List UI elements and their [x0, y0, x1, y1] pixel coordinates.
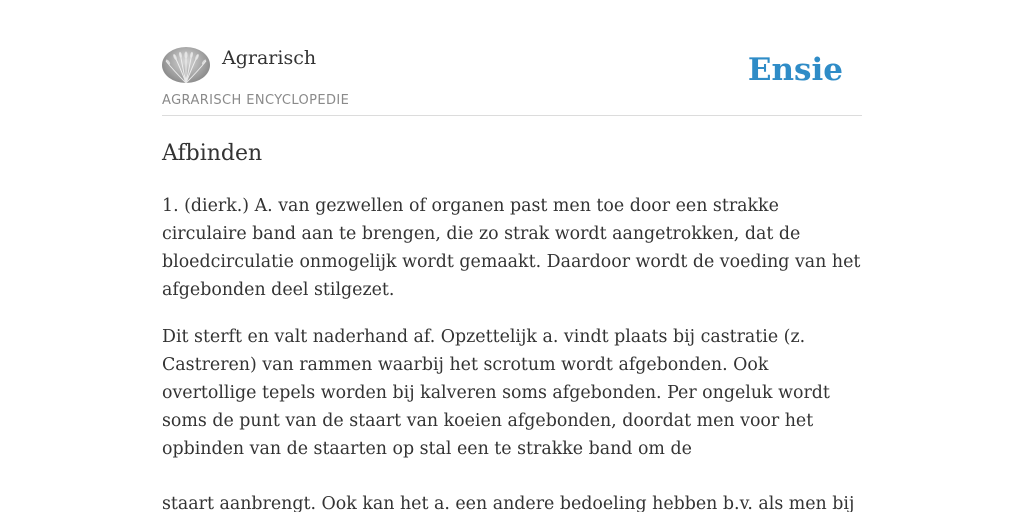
article: [162, 138, 862, 512]
article-title: Afbinden: [162, 141, 263, 166]
article-paragraph: staart aanbrengt. Ook kan het a. een andere bedoeling hebben b.v. als men bij: [162, 494, 855, 512]
article-paragraph: Dit sterft en valt naderhand af. Opzettelijk a. vindt plaats bij castratie (z. Castreren) van rammen waarbij het scrotum wordt afgebonden. Ook overtollige tepels worden bij kalveren soms afgebonden. Per ongeluk wordt soms de punt van de staart van koeien afgebonden, doordat men voor het opbinden van de staarten op stal een te strakke band om de: [162, 327, 830, 459]
wheat-logo-icon[interactable]: [162, 47, 210, 83]
brand-logo[interactable]: Ensie: [747, 52, 843, 88]
site-subtitle: AGRARISCH ENCYCLOPEDIE: [162, 93, 350, 108]
article-paragraph: 1. (dierk.) A. van gezwellen of organen past men toe door een strakke circulaire band aan te brengen, die zo strak wordt aangetrokken, dat de bloedcirculatie onmogelijk wordt gemaakt. Daardoor wordt de voeding van het afgebonden deel stilgezet.: [162, 196, 861, 300]
site-header: [162, 44, 862, 116]
site-title[interactable]: Agrarisch: [222, 47, 317, 69]
